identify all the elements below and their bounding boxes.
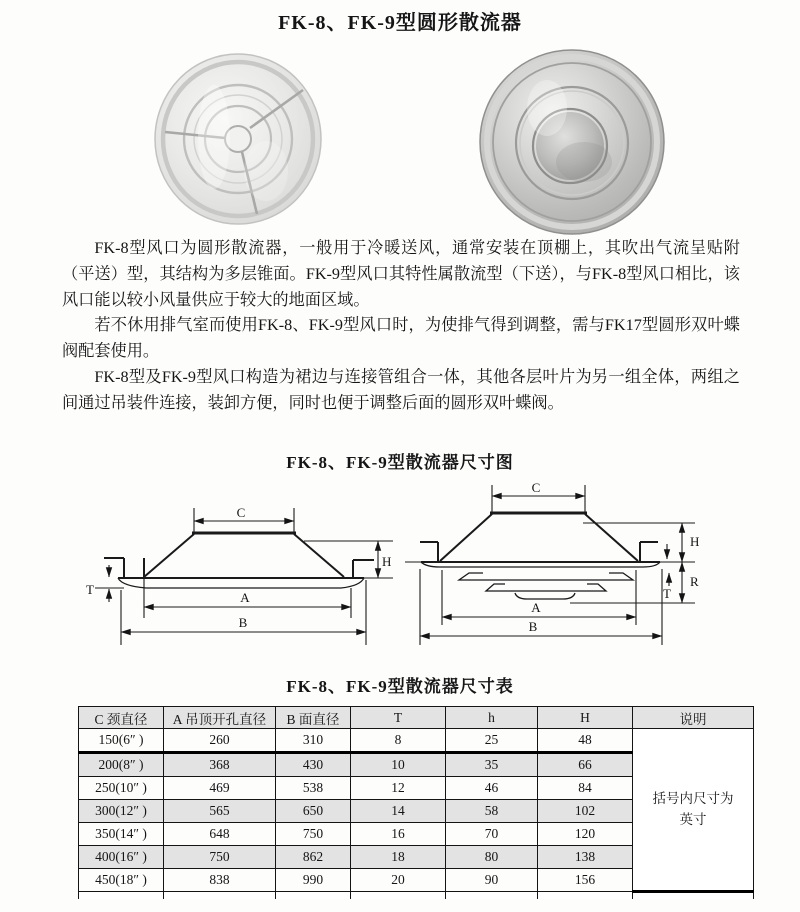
table-cell: 16: [351, 823, 446, 846]
table-cut-cell: [538, 892, 633, 900]
table-cell: 58: [446, 800, 538, 823]
table-cell: 990: [276, 869, 351, 892]
table-cell: 469: [164, 777, 276, 800]
table-cell: 350(14″ ): [79, 823, 164, 846]
table-cell: 260: [164, 729, 276, 753]
fk9-dim-label-b: B: [528, 619, 538, 634]
description-text: [62, 236, 740, 417]
table-cut-cell: [164, 892, 276, 900]
table-row: [79, 729, 754, 753]
fk9-dim-label-r: R: [690, 574, 699, 589]
dimension-table: [78, 706, 754, 899]
col-header-neck-diameter: C 颈直径: [79, 707, 164, 729]
photo-fk9-diffuser: [477, 46, 667, 238]
table-cell: 8: [351, 729, 446, 753]
table-cell: 18: [351, 846, 446, 869]
table-cell: 12: [351, 777, 446, 800]
table-cell: 300(12″ ): [79, 800, 164, 823]
table-cut-cell: [633, 892, 754, 900]
table-cell: 750: [276, 823, 351, 846]
page-title: FK-8、FK-9型圆形散流器: [278, 12, 522, 34]
table-cell: 80: [446, 846, 538, 869]
photo-fk8-diffuser: [154, 53, 322, 225]
dimension-diagram-title: FK-8、FK-9型散流器尺寸图: [286, 453, 514, 472]
table-cell: 84: [538, 777, 633, 800]
fk9-dimension-drawing: [405, 475, 705, 655]
table-note-cell: 括号内尺寸为英寸: [633, 729, 754, 892]
fk8-dim-label-h: H: [382, 554, 392, 569]
col-header-ceiling-hole-diameter: A 吊顶开孔直径: [164, 707, 276, 729]
table-cell: 368: [164, 753, 276, 777]
table-cell: 120: [538, 823, 633, 846]
col-header-h-big: H: [538, 707, 633, 729]
table-cell: 90: [446, 869, 538, 892]
table-cell: 538: [276, 777, 351, 800]
table-cell: 650: [276, 800, 351, 823]
fk9-dim-label-a: A: [531, 600, 541, 615]
col-header-h-small: h: [446, 707, 538, 729]
col-header-face-diameter: B 面直径: [276, 707, 351, 729]
table-cell: 70: [446, 823, 538, 846]
table-cell: 138: [538, 846, 633, 869]
table-cell: 156: [538, 869, 633, 892]
col-header-note: 说明: [633, 707, 754, 729]
table-cell: 46: [446, 777, 538, 800]
table-cell: 48: [538, 729, 633, 753]
table-cell: 862: [276, 846, 351, 869]
fk9-dim-label-c: C: [531, 480, 541, 495]
table-cell: 310: [276, 729, 351, 753]
table-cell: 102: [538, 800, 633, 823]
table-cut-cell: [351, 892, 446, 900]
table-cut-edge: [79, 892, 754, 900]
table-cell: 150(6″ ): [79, 729, 164, 753]
fk8-dim-label-c: C: [236, 505, 246, 520]
table-cell: 838: [164, 869, 276, 892]
fk9-dim-label-t: T: [663, 586, 671, 601]
table-cell: 400(16″ ): [79, 846, 164, 869]
col-header-t: T: [351, 707, 446, 729]
table-cell: 14: [351, 800, 446, 823]
fk8-dim-label-b: B: [238, 615, 248, 630]
table-cell: 25: [446, 729, 538, 753]
table-header-row: [79, 707, 754, 729]
table-cell: 66: [538, 753, 633, 777]
dimension-table-title: FK-8、FK-9型散流器尺寸表: [286, 677, 514, 696]
table-cell: 750: [164, 846, 276, 869]
table-cell: 20: [351, 869, 446, 892]
fk9-dim-label-h: H: [690, 534, 700, 549]
table-cell: 200(8″ ): [79, 753, 164, 777]
paragraph-fk8-fk9-intro: FK-8型风口为圆形散流器，一般用于冷暖送风，通常安装在顶棚上，其吹出气流呈贴附（平送）型，其结构为多层锥面。FK-9型风口其特性属散流型（下送），与FK-8型风口相比，该风口能以较小风量供应于较大的地面区域。: [62, 239, 740, 309]
paragraph-construction: FK-8型及FK-9型风口构造为裙边与连接管组合一体，其他各层叶片为另一组全体，两组之间通过吊装件连接，装卸方便，同时也便于调整后面的圆形双叶蝶阀。: [62, 367, 740, 412]
table-cell: 35: [446, 753, 538, 777]
table-cell: 10: [351, 753, 446, 777]
table-cell: 250(10″ ): [79, 777, 164, 800]
table-cell: 565: [164, 800, 276, 823]
table-cell: 648: [164, 823, 276, 846]
table-cut-cell: [79, 892, 164, 900]
fk8-dim-label-t: T: [86, 582, 94, 597]
table-cut-cell: [276, 892, 351, 900]
paragraph-fk17-valve: 若不休用排气室而使用FK-8、FK-9型风口时，为使排气得到调整，需与FK17型圆形双叶蝶阀配套使用。: [62, 316, 740, 361]
fk8-dimension-drawing: [85, 480, 397, 655]
table-cut-cell: [446, 892, 538, 900]
fk8-dim-label-a: A: [240, 590, 250, 605]
table-cell: 450(18″ ): [79, 869, 164, 892]
table-cell: 430: [276, 753, 351, 777]
